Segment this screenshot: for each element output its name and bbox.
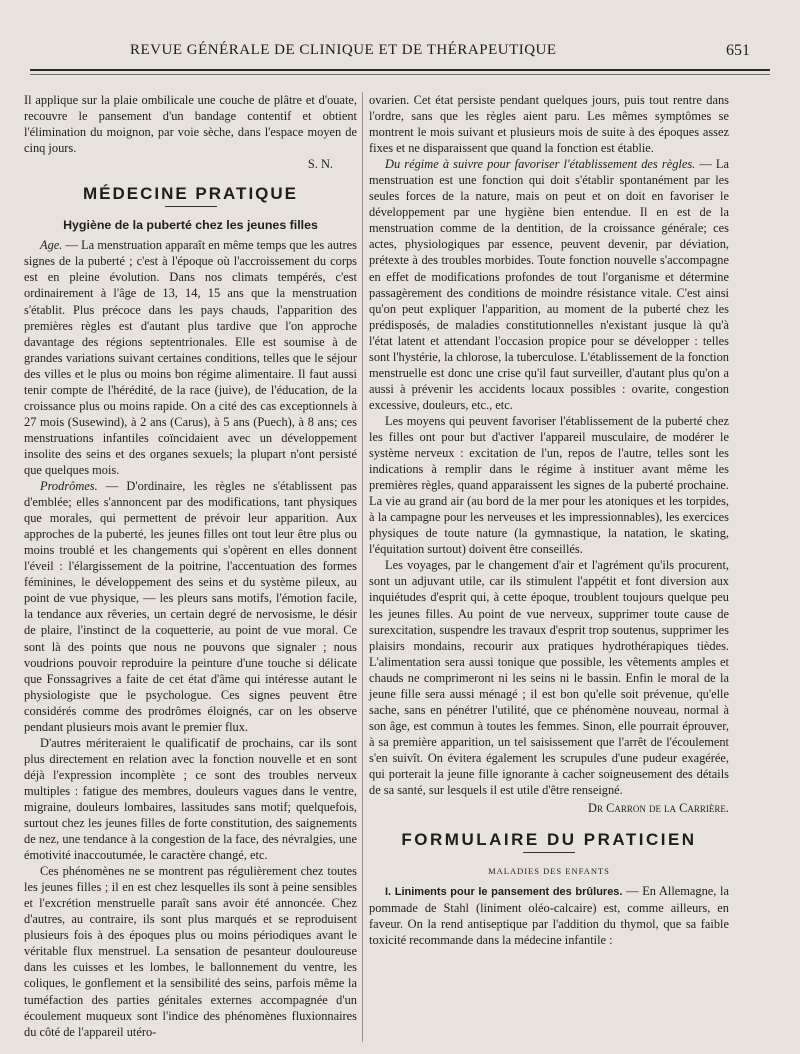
paragraph-prodromes-text: — D'ordinaire, les règles ne s'établissent pas d'emblée; elles s'annoncent par des modifications, tant physiques que morales, qui permettent de prévoir leur apparition. Aux approches de la puberté, les jeunes filles ont tout leur être plus ou moins troublé et les changements qui s'opèrent en elles donnent l'éveil : l'élargissement de la poitrine, l'accentuation des formes féminines, le développement des seins et du système pileux, au point de vue physique, — les pleurs sans motifs, l'émotion facile, la tendance aux rêveries, un certain degré de nervosisme, le désir de plaire, l'instinct de la coquetterie, au point de vue moral. Ce sont là des points que nous ne pouvons que signaler ; nous voudrions pouvoir reproduire la peinture d'une touche si délicate que Fonssagrives a faite de cet état d'âme qui intéresse autant le physiologiste que le psychologue. Ces signes peuvent être considérés comme des prodrômes éloignés, car on les observe pendant plusieurs mois avant le premier flux. bbox=[24, 479, 357, 734]
paragraph-regime bbox=[369, 156, 729, 413]
paragraph-prodromes-lead: Prodrômes. bbox=[40, 479, 98, 494]
article-signature: Dr Carron de la Carrière. bbox=[588, 801, 729, 816]
paragraph-age-text: — La menstruation apparaît en même temps que les autres signes de la puberté ; c'est à l'époque où l'accroissement du corps est en pleine évolution. Dans nos climats tempérés, c'est ordinairement à l'âge de 13, 14, 15 ans que la menstruation s'établit. Plus précoce dans les pays chauds, l'apparition des premières règles est d'autant plus tardive que l'on approche davantage des régions septentrionales. Elle est soumise à de grandes variations suivant certaines conditions, telles que le séjour des villes et le plus ou moins bon régime alimentaire. Il faut aussi tenir compte de l'hérédité, de la race (juive), de l'éducation, de la croissance plus ou moins rapide. On a cité des cas exceptionnels à 27 mois (Susewind), à 2 ans (Carus), à 5 ans (Puech), à 8 ans; ces menstruations infantiles coïncidaient avec un développement insolite des seins et des organes sexuels; la plupart n'ont persisté que quelques mois. bbox=[24, 238, 357, 477]
column-divider bbox=[362, 92, 363, 1042]
right-column bbox=[369, 92, 729, 948]
formulaire-rule bbox=[523, 852, 575, 853]
formulaire-item-1-text: — En Allemagne, la pommade de Stahl (liniment oléo-calcaire) est, comme ailleurs, en faveur. On la rend antiseptique par l'addition du thymol, que sa faible toxicité recommande dans la médecine infantile : bbox=[369, 884, 729, 948]
formulaire-item-1 bbox=[369, 883, 729, 948]
formulaire-title: FORMULAIRE DU PRATICIEN bbox=[401, 830, 697, 850]
paragraph-prodromes bbox=[24, 478, 357, 735]
journal-title: REVUE GÉNÉRALE DE CLINIQUE ET DE THÉRAPEUTIQUE bbox=[130, 42, 557, 58]
intro-paragraph: Il applique sur la plaie ombilicale une couche de plâtre et d'ouate, recouvre le pansement d'un bandage contentif et obtient l'élimination du moignon, par voie sèche, dans l'espace moyen de cinq jours. bbox=[24, 93, 357, 156]
subsection-title: Hygiène de la puberté chez les jeunes filles bbox=[63, 218, 318, 233]
formulaire-item-1-lead: I. Liniments pour le pansement des brûlures. bbox=[385, 886, 623, 899]
page-number: 651 bbox=[726, 42, 750, 59]
left-column bbox=[24, 92, 357, 1040]
formulaire-subtitle: MALADIES DES ENFANTS bbox=[488, 866, 610, 877]
paragraph-regime-text: — La menstruation est une fonction qui doit s'établir spontanément par les seules forces de la nature, mais on peut et on doit en favoriser le développement par une hygiène bien entendue. Il en est de la menstruation comme de la dentition, de la croissance générale; ces actes, physiologiques par essence, peuvent devenir, par déviation, prétexte à des troubles morbides. Toute fonction nouvelle s'accompagne en effet de modifications profondes de tout l'organisme et détermine passagèrement des conditions de moindre résistance vitale. C'est ainsi qu'on peut expliquer l'apparition, au moment de la puberté chez les prédisposés, de maladies constitutionnelles n'existant jusque là qu'à l'état latent et attendant l'occasion propice pour se développer : telles sont l'hystérie, la chlorose, la tuberculose. L'établissement de la fonction menstruelle est donc une crise qu'il faut surveiller, d'autant plus qu'on a aussi à prévenir les accidents locaux possibles : ovarite, congestion excessive, douleurs, etc., etc. bbox=[369, 157, 730, 412]
running-header bbox=[30, 40, 790, 70]
header-rule bbox=[30, 69, 770, 71]
paragraph-age-lead: Age. bbox=[40, 238, 63, 253]
paragraph-ovarien: ovarien. Cet état persiste pendant quelques jours, puis tout rentre dans l'ordre, sans que les règles aient paru. Les mêmes symptômes se montrent le mois suivant et plusieurs mois de suite à des époques assez fixes et ne disparaissent que quand la fonction est établie. bbox=[369, 93, 729, 156]
section-title: MÉDECINE PRATIQUE bbox=[82, 184, 299, 204]
paragraph-phenomenes: Ces phénomènes ne se montrent pas régulièrement chez toutes les jeunes filles ; il en est chez lesquelles ils sont à peine sensibles et l'excrétion menstruelle paraît sans avoir été annoncée. Chez d'autres, au contraire, ils sont plus marqués et se reproduisent plusieurs fois à des époques plus ou moins périodiques avant le véritable flux menstruel. La sensation de pesanteur douloureuse dans les cuisses et les lombes, le ballonnement du ventre, les coliques, le gonflement et la sensibilité des seins, parfois même la tuméfaction des parties génitales externes accompagnée d'un écoulement muqueux sont l'indice des phénomènes fluxionnaires du côté de l'appareil utéro- bbox=[24, 864, 357, 1039]
intro-signature: S. N. bbox=[307, 157, 333, 172]
paragraph-moyens: Les moyens qui peuvent favoriser l'établissement de la puberté chez les filles ont pour but d'activer l'appareil musculaire, de modérer le système nerveux : excitation de l'un, repos de l'autre, telles sont les indications à remplir dans le régime à instituer avant même les premières règles, quand apparaissent les signes de la puberté prochaine. La vie au grand air (au bord de la mer pour les atoniques et les torpides, à la campagne pour les nerveuses et les impressionnables), les exercices physiques de toute nature (la gymnastique, la natation, le skating, l'équitation surtout) doivent être conseillés. bbox=[369, 413, 729, 557]
paragraph-regime-lead: Du régime à suivre pour favoriser l'établissement des règles. bbox=[385, 157, 696, 172]
paragraph-age bbox=[24, 237, 357, 478]
header-rule-thin bbox=[30, 74, 770, 75]
section-rule bbox=[165, 206, 217, 207]
paragraph-voyages: Les voyages, par le changement d'air et l'agrément qu'ils procurent, sont un adjuvant utile, car ils stimulent l'appétit et font diversion aux inquiétudes d'esprit qui, à cette époque, troublent toujours quelque peu les jeunes filles. Au point de vue nerveux, supprimer toute cause de surexcitation, suspendre les travaux d'esprit trop soutenus, supprimer les plaisirs mondains, recourir aux pratiques hydrothérapiques tièdes. L'alimentation sera aussi tonique que possible, les vêtements amples et chauds ne comprimeront ni les seins ni le bassin. Enfin le moral de la jeune fille sera aussi ménagé ; il est bon qu'elle soit prévenue, qu'elle sache, sans en pénétrer l'utilité, que ce phénomène nouveau, normal à son âge, est commun à toutes les femmes. Sinon, elle pourrait éprouver, à sa première apparition, un tel saisissement que l'arrêt de l'écoulement s'en suivît. On évitera également les scrupules d'une pudeur exagérée, qui porterait la jeune fille ignorante à cacher soigneusement des détails de sa santé, sur lesquels il est utile d'être renseigné. bbox=[369, 558, 729, 798]
paragraph-prochains: D'autres mériteraient le qualificatif de prochains, car ils sont plus directement en relation avec la fonction nouvelle et en sont déjà l'expression incomplète ; ce sont des troubles nerveux multiples : fatigue des membres, douleurs vagues dans le ventre, migraine, douleurs lombaires, lassitudes sans motif; quelquefois, surtout chez les jeunes filles de forte constitution, des saignements de nez, une tendance à la congestion de la face, des névralgies, une émotivité inaccoutumée, le caractère changé, etc. bbox=[24, 735, 357, 863]
